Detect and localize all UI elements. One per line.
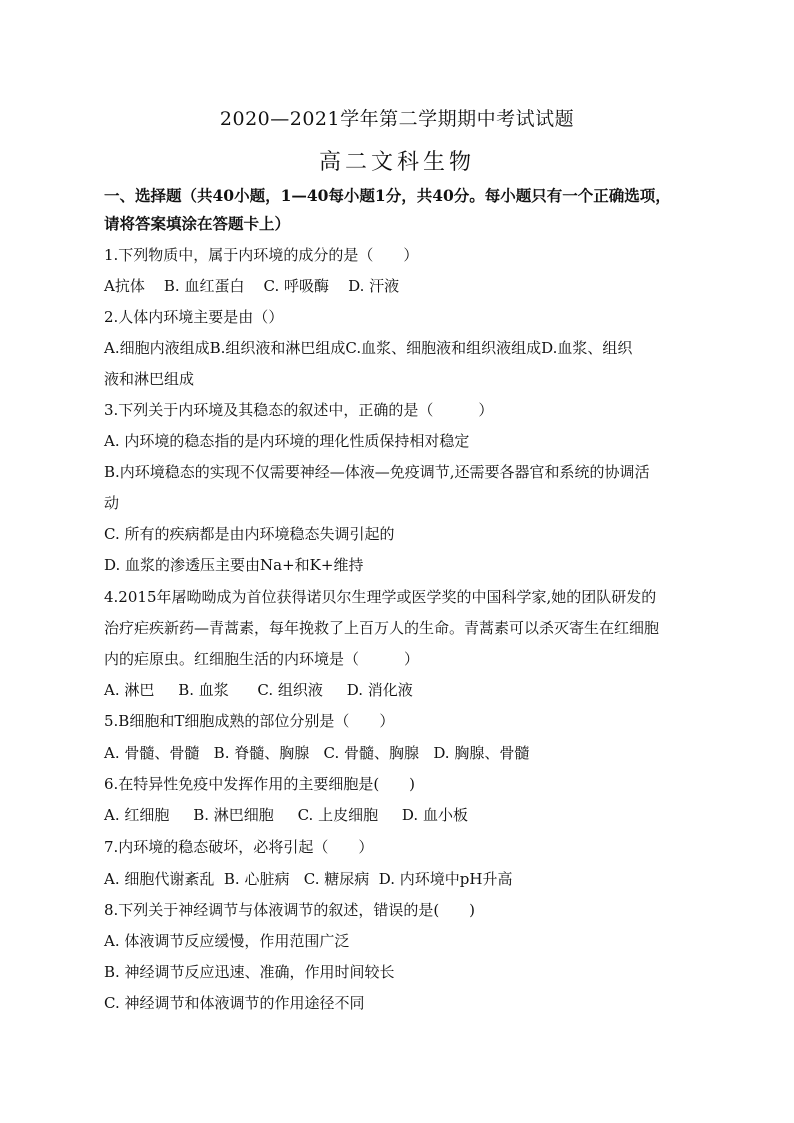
question-1-options: A抗体 B. 血红蛋白 C. 呼吸酶 D. 汗液 [104, 277, 400, 295]
question-5-stem: 5.B细胞和T细胞成熟的部位分别是（ ） [104, 712, 395, 730]
question-8-option-b: B. 神经调节反应迅速、准确，作用时间较长 [104, 963, 395, 981]
question-3-option-c: C. 所有的疾病都是由内环境稳态失调引起的 [104, 525, 395, 543]
exam-subtitle: 高二文科生物 [318, 150, 475, 175]
question-4-line-3: 内的疟原虫。红细胞生活的内环境是（ ） [104, 650, 420, 668]
question-2-options-line-1: A.细胞内液组成B.组织液和淋巴组成C.血浆、细胞液和组织液组成D.血浆、组织 [104, 339, 633, 357]
question-3-option-b-line-2: 动 [104, 494, 120, 512]
question-4-line-1: 4.2015年屠呦呦成为首位获得诺贝尔生理学或医学奖的中国科学家,她的团队研发的 [104, 588, 657, 606]
question-7-options: A. 细胞代谢紊乱 B. 心脏病 C. 糖尿病 D. 内环境中pH升高 [104, 870, 513, 888]
exam-title: 2020—2021学年第二学期期中考试试题 [219, 108, 575, 130]
question-1-stem: 1.下列物质中，属于内环境的成分的是（ ） [104, 246, 419, 264]
section-heading-line-2: 请将答案填涂在答题卡上） [104, 214, 291, 233]
question-4-line-2: 治疗疟疾新药—青蒿素，每年挽救了上百万人的生命。青蒿素可以杀灭寄生在红细胞 [104, 619, 660, 637]
question-8-stem: 8.下列关于神经调节与体液调节的叙述，错误的是( ) [104, 901, 476, 919]
question-5-options: A. 骨髓、骨髓 B. 脊髓、胸腺 C. 骨髓、胸腺 D. 胸腺、骨髓 [104, 744, 530, 762]
question-3-option-a: A. 内环境的稳态指的是内环境的理化性质保持相对稳定 [104, 432, 470, 450]
question-3-option-b-line-1: B.内环境稳态的实现不仅需要神经—体液—免疫调节,还需要各器官和系统的协调活 [104, 463, 650, 481]
section-heading [104, 182, 694, 238]
question-3-stem: 3.下列关于内环境及其稳态的叙述中，正确的是（ ） [104, 401, 494, 419]
question-4-options: A. 淋巴 B. 血浆 C. 组织液 D. 消化液 [104, 681, 413, 699]
question-8-option-a: A. 体液调节反应缓慢，作用范围广泛 [104, 932, 350, 950]
question-2-stem: 2.人体内环境主要是由（） [104, 308, 284, 326]
section-heading-line-1: 一、选择题（共40小题，1—40每小题1分，共40分。每小题只有一个正确选项， [104, 186, 671, 205]
question-3-option-d: D. 血浆的渗透压主要由Na+和K+维持 [104, 556, 364, 574]
question-8-option-c: C. 神经调节和体液调节的作用途径不同 [104, 994, 365, 1012]
question-6-options: A. 红细胞 B. 淋巴细胞 C. 上皮细胞 D. 血小板 [104, 806, 468, 824]
question-6-stem: 6.在特异性免疫中发挥作用的主要细胞是( ) [104, 775, 416, 793]
question-2-options-line-2: 液和淋巴组成 [104, 370, 195, 388]
question-7-stem: 7.内环境的稳态破坏，必将引起（ ） [104, 838, 374, 856]
